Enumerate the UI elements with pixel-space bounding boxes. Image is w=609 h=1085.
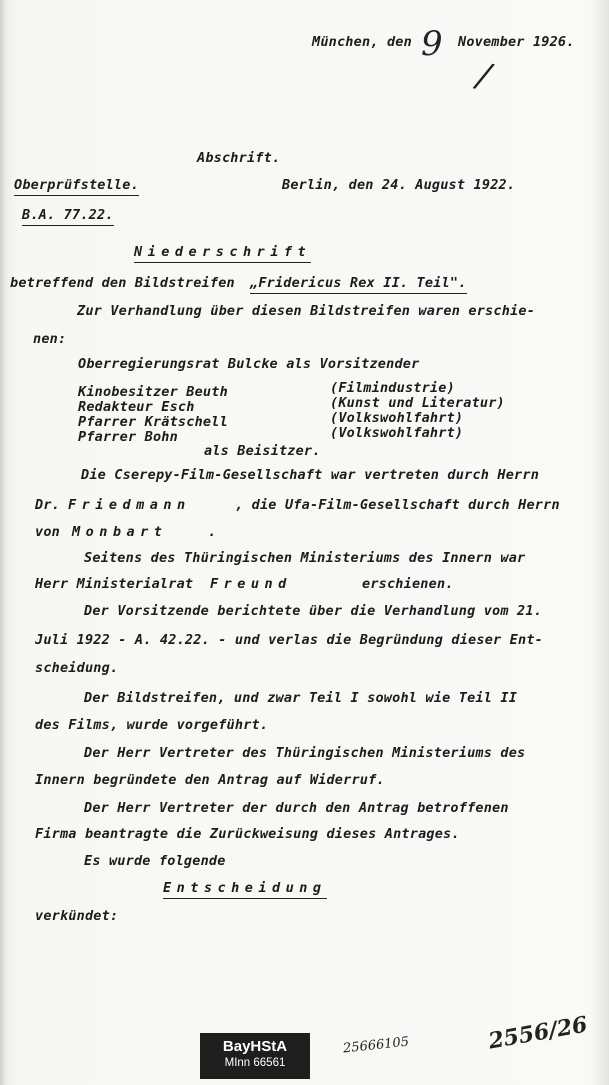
stamp-archive-name: BayHStA (222, 1038, 288, 1055)
stamp-signature: MInn 66561 (224, 1057, 286, 1069)
body-line: Die Cserepy-Film-Gesellschaft war vertreten durch Herrn (81, 467, 540, 483)
body-line: Der Bildstreifen, und zwar Teil I sowohl wie Teil II (84, 690, 518, 706)
member-role: (Filmindustrie) (330, 380, 455, 396)
body-line: Firma beantragte die Zurückweisung dieses Antrages. (35, 826, 460, 842)
body-line: scheidung. (35, 660, 119, 676)
member-role: (Kunst und Literatur) (330, 395, 505, 411)
intro-line-1: Zur Verhandlung über diesen Bildstreifen waren erschie- (77, 303, 536, 319)
archive-stamp (200, 1033, 310, 1079)
chairman: Oberregierungsrat Bulcke als Vorsitzender (78, 356, 420, 372)
member-role: (Volkswohlfahrt) (330, 410, 464, 426)
file-reference: B.A. 77.22. (22, 207, 114, 226)
members-suffix: als Beisitzer. (204, 443, 321, 459)
body-line: Es wurde folgende (84, 853, 226, 869)
member-name: Kinobesitzer Beuth (78, 384, 228, 400)
scan-edge (0, 0, 6, 1085)
body-line: des Films, wurde vorgeführt. (35, 717, 269, 733)
handwritten-file-number: 2556/26 (486, 1011, 590, 1055)
decision-heading: Entscheidung (163, 880, 327, 899)
handwritten-day: 9 (421, 24, 443, 64)
member-name: Pfarrer Bohn (78, 429, 178, 445)
subject-title: „Fridericus Rex II. Teil". (250, 275, 467, 294)
dateline: Berlin, den 24. August 1922. (282, 177, 516, 193)
office: Oberprüfstelle. (14, 177, 139, 196)
doc-type: Abschrift. (197, 150, 281, 166)
body-line: erschienen. (362, 576, 454, 592)
subject-prefix: betreffend den Bildstreifen (10, 275, 235, 291)
body-line: Innern begründete den Antrag auf Widerruf. (35, 772, 385, 788)
body-line: Seitens des Thüringischen Ministeriums des Innern war (84, 550, 526, 566)
body-line: Der Herr Vertreter des Thüringischen Ministeriums des (84, 745, 526, 761)
handwritten-mark: / (473, 55, 494, 97)
body-line: Herr Ministerialrat (35, 576, 194, 592)
handwritten-number: 25666105 (342, 1034, 410, 1057)
body-line: Juli 1922 - A. 42.22. - und verlas die Begründung dieser Ent- (35, 632, 543, 648)
body-line: Der Vorsitzende berichtete über die Verhandlung vom 21. (84, 603, 543, 619)
announced: verkündet: (35, 908, 119, 924)
header-place-date: München, den (312, 34, 412, 50)
member-name: Pfarrer Krätschell (78, 414, 228, 430)
header-month-year: November 1926. (458, 34, 575, 50)
name-freund: Freund (210, 576, 292, 592)
body-line: , die Ufa-Film-Gesellschaft durch Herrn (235, 497, 560, 513)
body-line: Der Herr Vertreter der durch den Antrag betroffenen (84, 800, 509, 816)
member-role: (Volkswohlfahrt) (330, 425, 464, 441)
document-title: Niederschrift (134, 244, 311, 263)
body-line: Dr. (35, 497, 60, 513)
body-line: . (208, 524, 217, 540)
name-monbart: Monbart (72, 524, 168, 540)
intro-line-2: nen: (33, 331, 67, 347)
member-name: Redakteur Esch (78, 399, 195, 415)
body-line: von (35, 524, 60, 540)
name-friedmann: Friedmann (68, 497, 191, 513)
